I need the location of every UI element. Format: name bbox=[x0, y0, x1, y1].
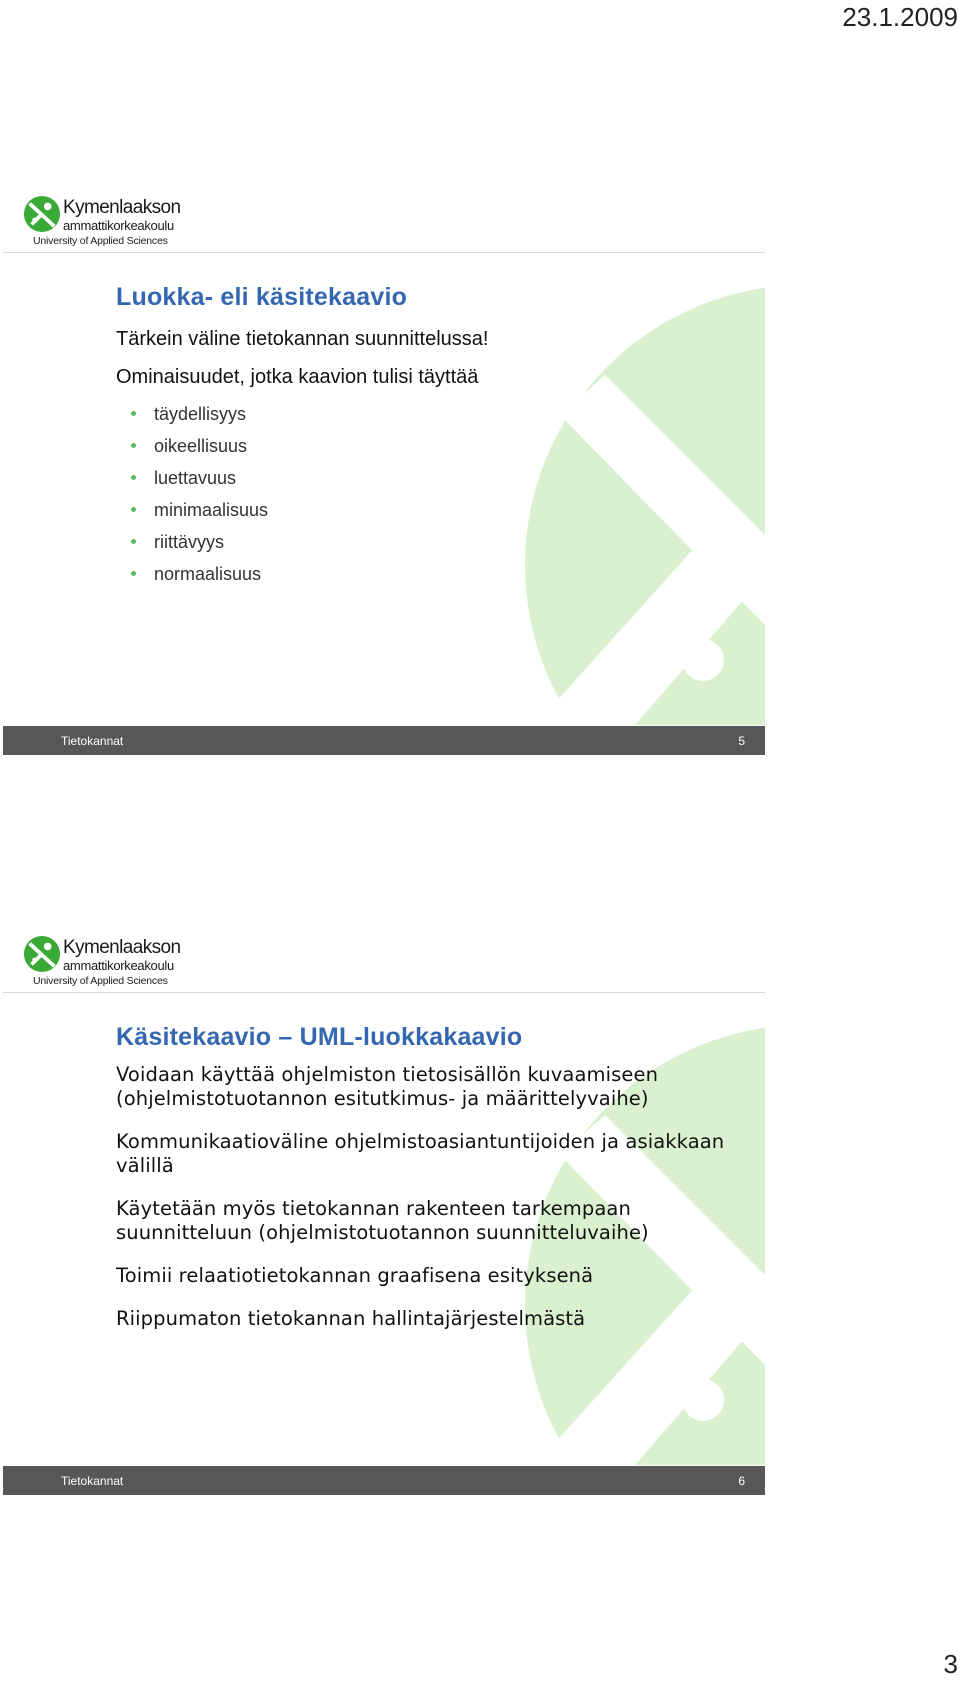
logo bbox=[23, 195, 183, 249]
page-number: 3 bbox=[943, 1649, 958, 1679]
intro-line: Ominaisuudet, jotka kaavion tulisi täyttää bbox=[116, 366, 479, 388]
header-divider bbox=[3, 992, 765, 993]
list-item: oikeellisuus bbox=[116, 435, 745, 457]
logo-university: University of Applied Sciences bbox=[33, 975, 168, 987]
page-date: 23.1.2009 bbox=[842, 2, 958, 32]
slide-content bbox=[116, 1063, 745, 1350]
paragraph: Kommunikaatioväline ohjelmistoasiantuntijoiden ja asiakkaan välillä bbox=[116, 1130, 725, 1177]
slide-number: 6 bbox=[738, 1474, 745, 1488]
logo bbox=[23, 935, 183, 989]
paragraph: Voidaan käyttää ohjelmiston tietosisällön kuvaamiseen (ohjelmistotuotannon esitutkimus- ja määrittelyvaihe) bbox=[116, 1063, 659, 1110]
logo-emblem-icon bbox=[23, 195, 61, 233]
footer-label: Tietokannat bbox=[61, 734, 124, 748]
list-item: riittävyys bbox=[116, 531, 745, 553]
logo-name: Kymenlaakson bbox=[63, 197, 181, 218]
logo-name: Kymenlaakson bbox=[63, 937, 181, 958]
list-item: normaalisuus bbox=[116, 563, 745, 585]
logo-subtitle: ammattikorkeakoulu bbox=[63, 958, 174, 973]
intro-line: Tärkein väline tietokannan suunnittelussa! bbox=[116, 328, 489, 350]
slide-title: Luokka- eli käsitekaavio bbox=[116, 283, 408, 311]
paragraph: Toimii relaatiotietokannan graafisena esityksenä bbox=[116, 1264, 594, 1287]
slide-footer bbox=[3, 1466, 765, 1495]
slide-number: 5 bbox=[738, 734, 745, 748]
logo-emblem-icon bbox=[23, 935, 61, 973]
slide-content bbox=[116, 327, 745, 595]
slide-footer bbox=[3, 726, 765, 755]
header-divider bbox=[3, 252, 765, 253]
list-item: minimaalisuus bbox=[116, 499, 745, 521]
list-item: luettavuus bbox=[116, 467, 745, 489]
footer-label: Tietokannat bbox=[61, 1474, 124, 1488]
slide-6 bbox=[3, 935, 765, 1495]
slide-5 bbox=[3, 195, 765, 755]
slide-title: Käsitekaavio – UML-luokkakaavio bbox=[116, 1023, 523, 1051]
paragraph: Käytetään myös tietokannan rakenteen tarkempaan suunnitteluun (ohjelmistotuotannon suunnitteluvaihe) bbox=[116, 1197, 649, 1244]
paragraph: Riippumaton tietokannan hallintajärjestelmästä bbox=[116, 1307, 586, 1330]
property-list bbox=[116, 403, 745, 585]
logo-university: University of Applied Sciences bbox=[33, 235, 168, 247]
logo-subtitle: ammattikorkeakoulu bbox=[63, 218, 174, 233]
list-item: täydellisyys bbox=[116, 403, 745, 425]
